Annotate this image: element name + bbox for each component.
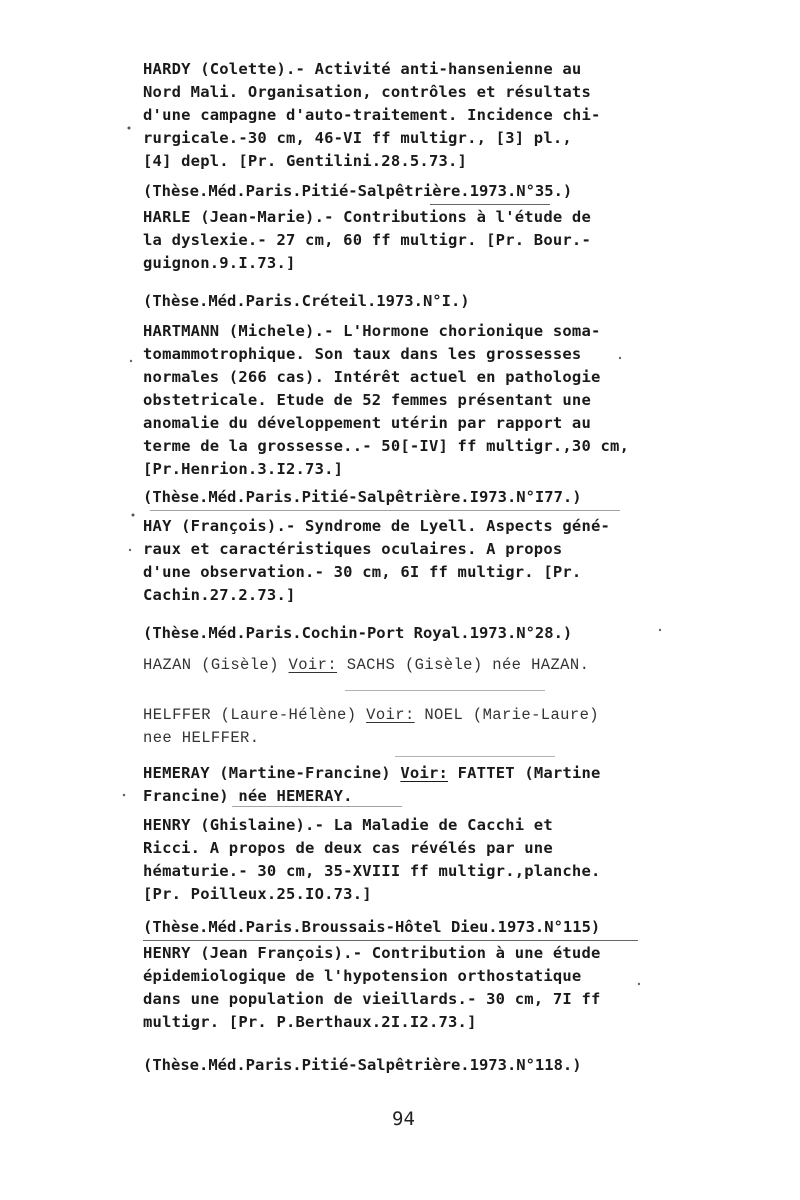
entry-line: HARLE (Jean-Marie).- Contributions à l'étude de [143,208,591,226]
reference-continuation: Francine) née HEMERAY. [143,787,353,805]
entry-line: obstetricale. Etude de 52 femmes présentant une [143,391,591,409]
entry-line: [Pr.Henrion.3.I2.73.] [143,460,344,478]
entry-line: guignon.9.I.73.] [143,254,296,272]
institution-line: (Thèse.Méd.Paris.Créteil.1973.N°I.) [143,292,470,310]
entry-line: HAY (François).- Syndrome de Lyell. Aspects géné- [143,517,611,535]
entry-line: dans une population de vieillards.- 30 cm, 7I ff [143,990,601,1008]
entry-line: Cachin.27.2.73.] [143,586,296,604]
institution-line: (Thèse.Méd.Paris.Cochin-Port Royal.1973.N°28.) [143,624,573,642]
entry-line: HARTMANN (Michele).- L'Hormone chorionique soma- [143,322,601,340]
entry-line: hématurie.- 30 cm, 35-XVIII ff multigr.,planche. [143,862,601,880]
entry-line: normales (266 cas). Intérêt actuel en pathologie [143,368,601,386]
voir-label: Voir: [400,764,449,782]
reference-name: HEMERAY (Martine-Francine) [143,764,391,782]
entry-line: raux et caractéristiques oculaires. A propos [143,540,563,558]
voir-label: Voir: [288,656,338,674]
reference-target: FATTET (Martine [457,764,601,782]
entry-line: d'une observation.- 30 cm, 6I ff multigr. [Pr. [143,563,582,581]
entry-line: la dyslexie.- 27 cm, 60 ff multigr. [Pr. Bour.- [143,231,591,249]
entry-line: [4] depl. [Pr. Gentilini.28.5.73.] [143,152,468,170]
entry-line: Ricci. A propos de deux cas révélés par une [143,839,553,857]
entry-line: tomammotrophique. Son taux dans les grossesses [143,345,582,363]
reference-target: SACHS (Gisèle) née HAZAN. [346,656,590,674]
institution-line: (Thèse.Méd.Paris.Pitié-Salpêtrière.1973.N°35.) [143,182,573,200]
entry-line: HARDY (Colette).- Activité anti-hansenienne au [143,60,582,78]
entry-line: HENRY (Jean François).- Contribution à une étude [143,944,601,962]
reference-target: NOEL (Marie-Laure) [424,706,599,724]
entry-line: anomalie du développement utérin par rapport au [143,414,591,432]
reference-name: HAZAN (Gisèle) [143,656,279,674]
institution-line: (Thèse.Méd.Paris.Pitié-Salpêtrière.I973.N°I77.) [143,488,582,506]
entry-line: terme de la grossesse..- 50[-IV] ff multigr.,30 cm, [143,437,630,455]
reference-name: HELFFER (Laure-Hélène) [143,706,357,724]
entry-line: d'une campagne d'auto-traitement. Incidence chi- [143,106,601,124]
entry-line: [Pr. Poilleux.25.IO.73.] [143,885,372,903]
entry-line: HENRY (Ghislaine).- La Maladie de Cacchi et [143,816,553,834]
institution-line: (Thèse.Méd.Paris.Pitié-Salpêtrière.1973.N°118.) [143,1056,582,1074]
reference-continuation: nee HELFFER. [143,729,260,747]
institution-line: (Thèse.Méd.Paris.Broussais-Hôtel Dieu.1973.N°115) [143,918,601,936]
entry-line: Nord Mali. Organisation, contrôles et résultats [143,83,591,101]
entry-line: rurgicale.-30 cm, 46-VI ff multigr., [3] pl., [143,129,572,147]
entry-line: multigr. [Pr. P.Berthaux.2I.I2.73.] [143,1013,477,1031]
voir-label: Voir: [366,706,415,724]
page-number: 94 [392,1108,415,1130]
entry-line: épidemiologique de l'hypotension orthostatique [143,967,582,985]
